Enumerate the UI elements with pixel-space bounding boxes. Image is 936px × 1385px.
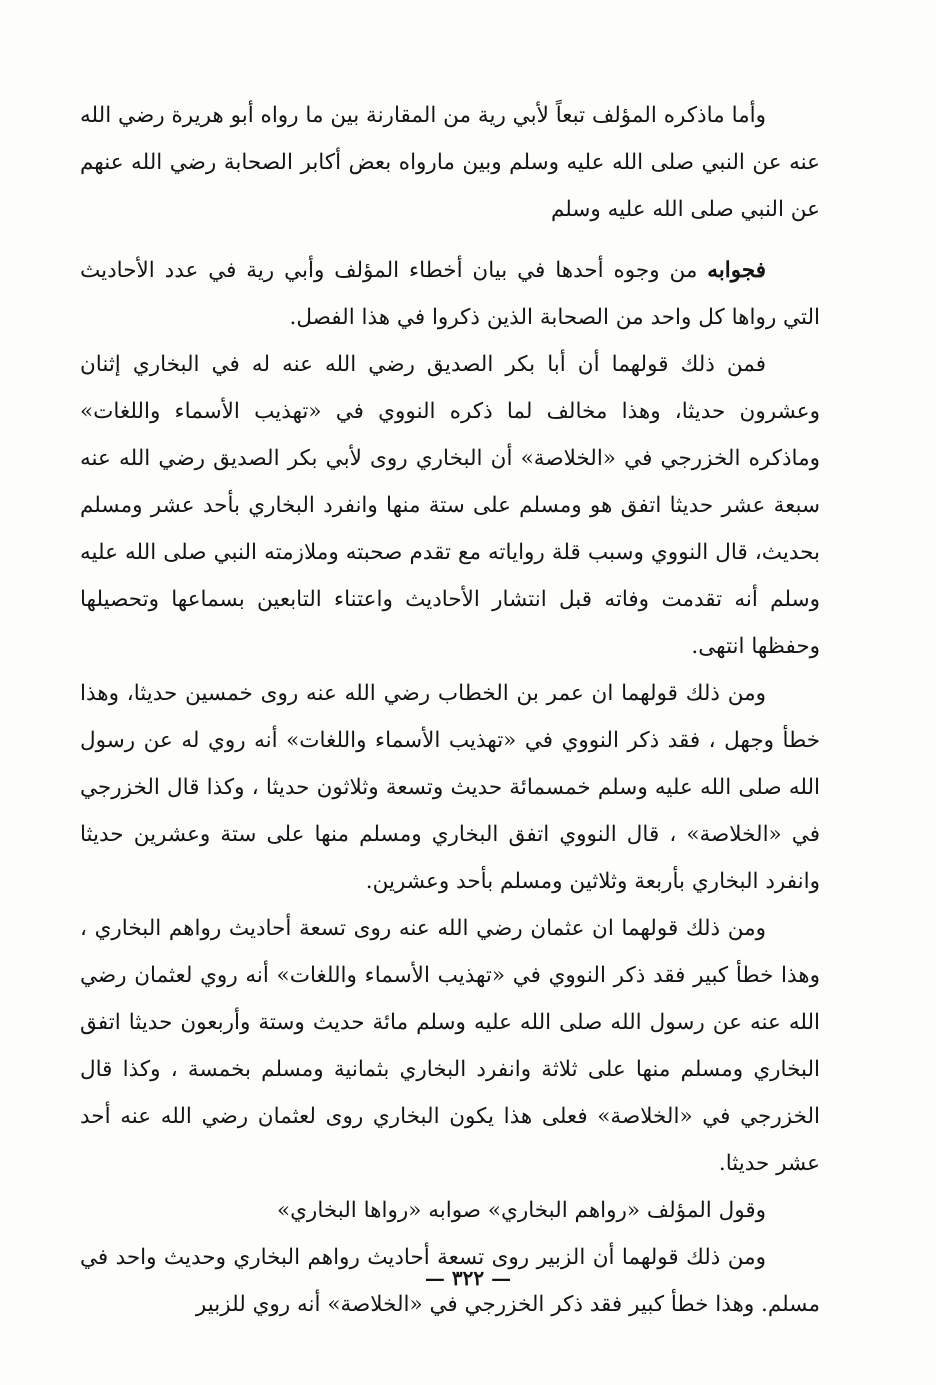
paragraph-text: فمن ذلك قولهما أن أبا بكر الصديق رضي الله عنه له في البخاري إثنان وعشرون حديثا، وهذا مخالف لما ذكره النووي في «تهذيب الأسماء واللغات» وماذكره الخزرجي في «الخلاصة» أن البخاري روى لأبي بكر الصديق رضي الله عنه سبعة عشر حديثا اتفق هو ومسلم على ستة منها وانفرد البخاري بأحد عشر ومسلم بحديث، قال النووي وسبب قلة رواياته مع تقدم صحبته وملازمته النبي صلى الله عليه وسلم أنه تقدمت وفاته قبل انتشار الأحاديث واعتناء التابعين بسماعها وتحصيلها وحفظها انتهى. [80,352,821,659]
paragraph-text: من وجوه أحدها في بيان أخطاء المؤلف وأبي رية في عدد الأحاديث التي رواها كل واحد من الصحابة الذين ذكروا في هذا الفصل. [80,258,820,330]
paragraph-lead: فجوابه [707,258,766,283]
paragraph-text: ومن ذلك قولهما ان عثمان رضي الله عنه روى تسعة أحاديث رواهم البخاري ، وهذا خطأ كبير فقد ذكر النووي في «تهذيب الأسماء واللغات» أنه روي لعثمان رضي الله عنه عن رسول الله صلى الله عليه وسلم مائة حديث وستة وأربعون حديثا اتفق البخاري ومسلم منها على ثلاثة وانفرد البخاري بثمانية ومسلم بخمسة ، وكذا قال الخزرجي في «الخلاصة» فعلى هذا يكون البخاري روى لعثمان رضي الله عنه أحد عشر حديثا. [80,916,820,1176]
body-text [80,92,820,1328]
paragraph-1 [80,92,820,233]
paragraph-text: ومن ذلك قولهما ان عمر بن الخطاب رضي الله عنه روى خمسين حديثا، وهذا خطأ وجهل ، فقد ذكر النووي في «تهذيب الأسماء واللغات» أنه روي له عن رسول الله صلى الله عليه وسلم خمسمائة حديث وتسعة وثلاثون حديثا ، وكذا قال الخزرجي في «الخلاصة» ، قال النووي اتفق البخاري ومسلم منها على ستة وعشرين حديثا وانفرد البخاري بأربعة وثلاثين ومسلم بأحد وعشرين. [80,681,820,894]
paragraph-2 [80,247,820,341]
paragraph-text: ومن ذلك قولهما أن الزبير روى تسعة أحاديث رواهم البخاري وحديث واحد في مسلم. وهذا خطأ كبير فقد ذكر الخزرجي في «الخلاصة» أنه روي للزبير [80,1245,820,1317]
paragraph-3 [80,341,820,670]
paragraph-text: وقول المؤلف «رواهم البخاري» صوابه «رواها البخاري» [276,1198,766,1223]
paragraph-4 [80,670,820,905]
page-number: — ٣٢٢ — [424,1266,512,1290]
paragraph-5 [80,905,820,1187]
paragraph-6 [80,1187,820,1234]
paragraph-text: وأما ماذكره المؤلف تبعاً لأبي رية من المقارنة بين ما رواه أبو هريرة رضي الله عنه عن النبي صلى الله عليه وسلم وبين مارواه بعض أكابر الصحابة رضي الله عنهم عن النبي صلى الله عليه وسلم [80,103,820,222]
